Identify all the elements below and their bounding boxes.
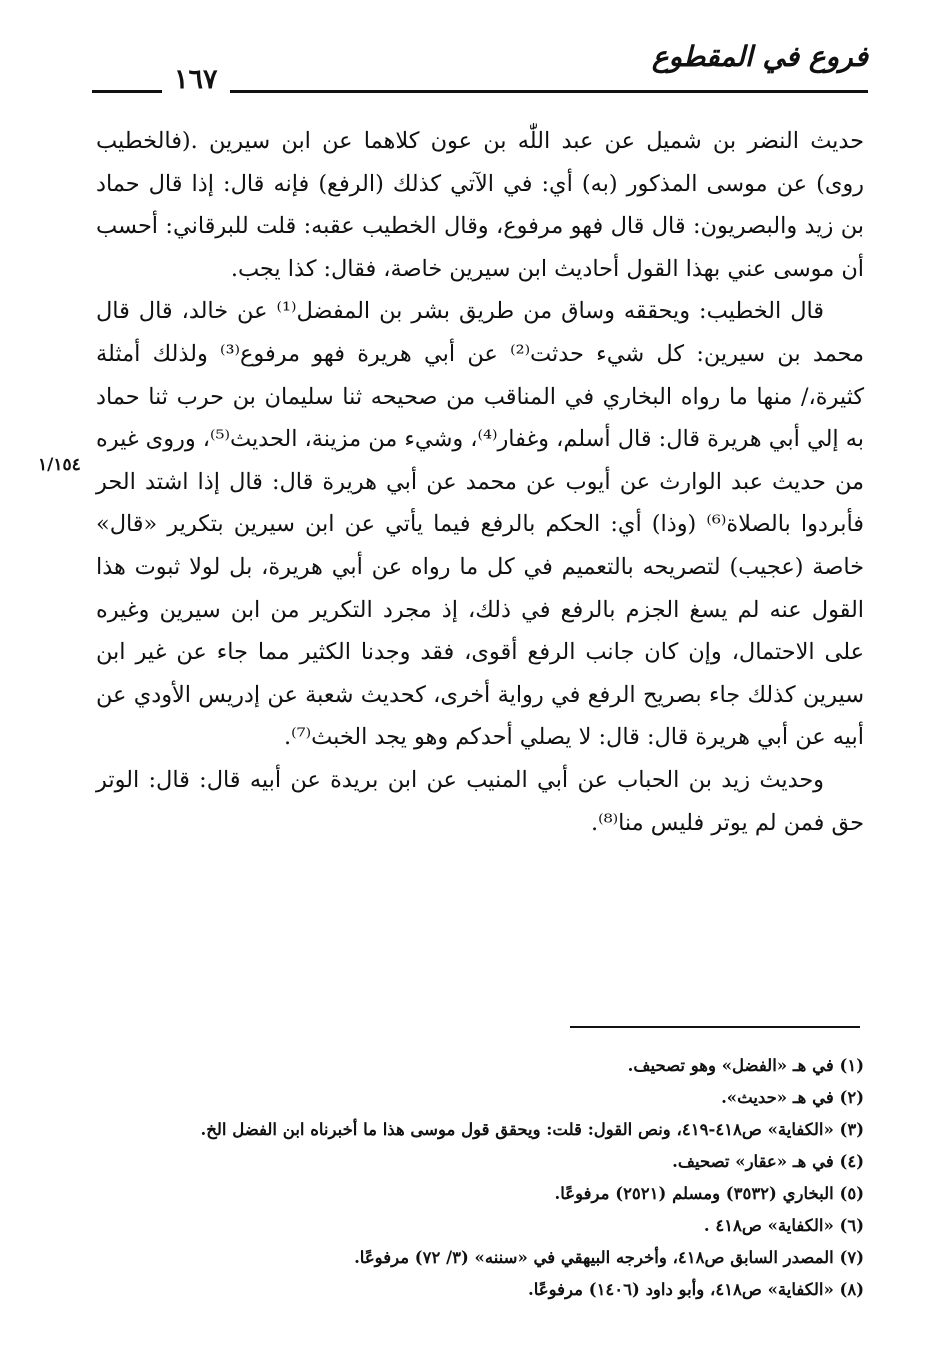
page-header bbox=[92, 40, 868, 100]
paragraph: حديث النضر بن شميل عن عبد اللّٰه بن عون كلاهما عن ابن سيرين .(فالخطيب روى) عن موسى المذكور (به) أي: في الآتي كذلك (الرفع) فإنه قال: إذا قال حماد بن زيد والبصريون: قال قال فهو مرفوع، وقال الخطيب عقبه: قلت للبرقاني: أحسب أن موسى عني بهذا القول أحاديث ابن سيرين خاصة، فقال: كذا يجب. bbox=[96, 128, 864, 282]
footnote: (١) في هـ «الفضل» وهو تصحيف. bbox=[627, 1056, 864, 1075]
footnote-rule bbox=[570, 1026, 860, 1028]
margin-reference: ١/١٥٤ bbox=[38, 455, 81, 475]
footnote: (٨) «الكفاية» ص٤١٨، وأبو داود (١٤٠٦) مرفوعًا. bbox=[528, 1280, 864, 1299]
footnote: (٢) في هـ «حديث». bbox=[721, 1088, 864, 1107]
paragraph: قال الخطيب: ويحققه وساق من طريق بشر بن المفضل⁽¹⁾ عن خالد، قال قال محمد بن سيرين: كل شيء حدثت⁽²⁾ عن أبي هريرة فهو مرفوع⁽³⁾ ولذلك أمثلة كثيرة،/ منها ما رواه البخاري في المناقب من صحيحه ثنا سليمان بن حرب ثنا حماد به إلي أبي هريرة قال: قال أسلم، وغفار⁽⁴⁾، وشيء من مزينة، الحديث⁽⁵⁾، وروى غيره من حديث عبد الوارث عن أيوب عن محمد عن أبي هريرة قال: قال إذا اشتد الحر فأبردوا بالصلاة⁽⁶⁾ (وذا) أي: الحكم بالرفع فيما يأتي عن ابن سيرين بتكرير «قال» خاصة (عجيب) لتصريحه بالتعميم في كل ما رواه عن أبي هريرة، بل لولا ثبوت هذا القول عنه لم يسغ الجزم بالرفع في ذلك، إذ مجرد التكرير من ابن سيرين وغيره على الاحتمال، وإن كان جانب الرفع أقوى، فقد وجدنا الكثير مما جاء عن غير ابن سيرين كذلك جاء بصريح الرفع في رواية أخرى، كحديث شعبة عن إدريس الأودي عن أبيه عن أبي هريرة قال: قال: لا يصلي أحدكم وهو يجد الخبث⁽⁷⁾. bbox=[96, 298, 865, 751]
footnote: (٥) البخاري (٣٥٣٢) ومسلم (٢٥٢١) مرفوعًا. bbox=[554, 1184, 864, 1203]
running-title: فروع في المقطوع bbox=[651, 40, 868, 73]
paragraph: وحديث زيد بن الحباب عن أبي المنيب عن ابن بريدة عن أبيه قال: قال: الوتر حق فمن لم يوتر فليس منا⁽⁸⁾. bbox=[96, 766, 864, 836]
page-number: ١٦٧ bbox=[162, 64, 230, 95]
footnote: (٣) «الكفاية» ص٤١٨-٤١٩، ونص القول: قلت: ويحقق قول موسى هذا ما أخبرناه ابن الفضل الخ. bbox=[200, 1120, 864, 1139]
main-text bbox=[96, 120, 864, 844]
footnote: (٦) «الكفاية» ص٤١٨ . bbox=[703, 1216, 864, 1235]
footnote: (٧) المصدر السابق ص٤١٨، وأخرجه البيهقي في «سننه» (٣/ ٧٢) مرفوعًا. bbox=[354, 1248, 864, 1267]
footnotes bbox=[96, 1050, 864, 1306]
footnote: (٤) في هـ «عقار» تصحيف. bbox=[672, 1152, 864, 1171]
